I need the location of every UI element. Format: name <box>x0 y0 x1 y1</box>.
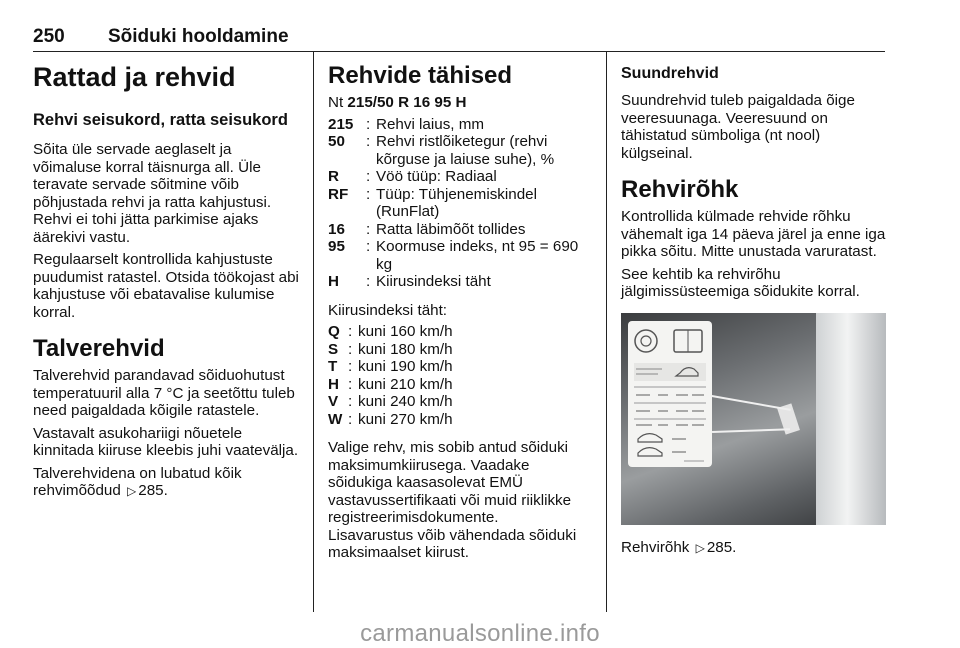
definition-row <box>328 116 593 134</box>
speed-value: kuni 240 km/h <box>358 393 453 410</box>
column-2 <box>328 56 593 567</box>
zoom-line-bottom <box>712 428 790 432</box>
winter-paragraph-2: Vastavalt asukohariigi nõuetele kinnitada kiiruse kleebis juhi vaatevälja. <box>33 424 299 459</box>
definition-row <box>328 186 593 221</box>
definition-separator: : <box>366 133 371 150</box>
definition-row <box>328 221 593 239</box>
example-code: 215/50 R 16 95 H <box>347 94 467 111</box>
speed-value: kuni 210 km/h <box>358 375 453 393</box>
column-divider-2 <box>606 52 607 612</box>
figure-caption <box>621 539 887 558</box>
definition-key: RF <box>328 185 349 203</box>
definition-value: Tüüp: Tühjenemiskindel (RunFlat) <box>376 185 537 220</box>
definition-value: Vöö tüüp: Radiaal <box>376 168 497 185</box>
caption-ref-page[interactable]: 285. <box>706 538 737 556</box>
page-number: 250 <box>33 26 65 47</box>
definition-row <box>328 168 593 186</box>
pressure-paragraph-2: See kehtib ka rehvirõhu jälgimissüsteemiga sõidukite korral. <box>621 265 860 300</box>
definition-value: Rehvi laius, mm <box>376 115 485 133</box>
watermark: carmanualsonline.info <box>360 620 600 647</box>
winter-paragraph-1: Talverehvid parandavad sõiduohutust temperatuuril alla 7 °C ja seetõttu tuleb need paigaldada kõigile ratastele. <box>33 367 295 419</box>
definition-key: H <box>328 273 339 290</box>
tyre-marking-definitions <box>328 116 593 291</box>
speed-key: V <box>328 393 339 410</box>
caption-text: Rehvirõhk <box>621 538 690 556</box>
tyre-condition-paragraph-1: Sõita üle servade aeglaselt ja võimaluse korral täisnurga all. Üle teravate servade sõitmine võib põhjustada rehvi ja ratta kahjustusi. Rehvi ei tohi jätta parkimise ajaks äärekivi vastu. <box>33 141 272 246</box>
column-3 <box>621 56 887 562</box>
speed-value: kuni 180 km/h <box>358 340 453 358</box>
speed-row <box>328 358 593 376</box>
definition-value: Koormuse indeks, nt 95 = 690 kg <box>376 238 579 273</box>
definition-value: Kiirusindeksi täht <box>376 273 491 290</box>
speed-separator: : <box>348 323 353 340</box>
accessory-paragraph: Lisavarustus võib vähendada sõiduki maksimaalset kiirust. <box>328 526 577 561</box>
definition-row <box>328 273 593 291</box>
definition-separator: : <box>366 115 371 133</box>
definition-separator: : <box>366 220 371 238</box>
winter-paragraph-3 <box>33 465 301 501</box>
definition-row <box>328 133 593 168</box>
winter-tyres-heading: Talverehvid <box>33 335 165 362</box>
definition-separator: : <box>366 185 371 203</box>
speed-row <box>328 341 593 359</box>
speed-index-list <box>328 323 593 428</box>
speed-row <box>328 411 593 429</box>
choose-tyre-paragraph: Valige rehv, mis sobib antud sõiduki maksimumkiirusega. Vaadake sõidukiga kaasasolevat EMÜ vastavussertifikaati või muid riiklikke registreerimisdokumente. <box>328 439 572 526</box>
speed-value: kuni 160 km/h <box>358 323 453 340</box>
definition-key: 95 <box>328 238 345 255</box>
winter-ref-page[interactable]: 285. <box>138 482 168 499</box>
tyre-pressure-label-illustration <box>621 313 886 525</box>
header-rule <box>33 51 885 52</box>
definition-value: Rehvi ristlõiketegur (rehvi kõrguse ja laiuse suhe), % <box>376 133 555 168</box>
speed-value: kuni 190 km/h <box>358 358 453 375</box>
tyre-pressure-heading: Rehvirõhk <box>621 176 739 203</box>
speed-separator: : <box>348 393 353 410</box>
definition-key: 16 <box>328 220 345 238</box>
speed-separator: : <box>348 358 353 375</box>
arrow-reference-icon: ▷ <box>127 484 137 498</box>
speed-value: kuni 270 km/h <box>358 410 453 428</box>
door-frame <box>816 313 886 525</box>
tyre-condition-heading: Rehvi seisukord, ratta seisukord <box>33 111 288 129</box>
speed-key: T <box>328 358 338 375</box>
footer <box>0 620 960 647</box>
definition-row <box>328 238 593 273</box>
pressure-paragraph-1: Kontrollida külmade rehvide rõhku vähemalt iga 14 päeva järel ja enne iga pikka sõitu. Mitte unustada varuratast. <box>621 208 886 260</box>
speed-separator: : <box>348 340 353 358</box>
speed-index-intro: Kiirusindeksi täht: <box>328 301 448 319</box>
definition-separator: : <box>366 168 371 185</box>
column-1 <box>33 56 301 506</box>
directional-tyres-heading: Suundrehvid <box>621 65 719 82</box>
directional-paragraph: Suundrehvid tuleb paigaldada õige veeresuunaga. Veeresuund on tähistatud sümboliga (nt nool) külgseinal. <box>621 92 855 162</box>
column-divider-1 <box>313 52 314 612</box>
speed-key: Q <box>328 323 340 340</box>
section-title: Sõiduki hooldamine <box>108 26 289 47</box>
speed-row <box>328 323 593 341</box>
arrow-reference-icon: ▷ <box>695 540 705 555</box>
chapter-title: Rattad ja rehvid <box>33 62 236 92</box>
speed-key: H <box>328 375 339 393</box>
example-prefix: Nt <box>328 94 344 111</box>
speed-row <box>328 376 593 394</box>
speed-row <box>328 393 593 411</box>
zoom-line-top <box>712 395 791 410</box>
speed-separator: : <box>348 410 353 428</box>
sticker-graphic <box>628 321 712 467</box>
definition-separator: : <box>366 273 371 290</box>
tyre-condition-paragraph-2: Regulaarselt kontrollida kahjustuste puudumist ratastel. Otsida töökojast abi kahjustuse või ebatavalise kulumise korral. <box>33 251 299 321</box>
tyre-pressure-sticker <box>628 321 712 467</box>
tyre-markings-heading: Rehvide tähised <box>328 62 513 89</box>
definition-key: R <box>328 168 339 185</box>
definition-key: 50 <box>328 133 345 150</box>
page-header <box>33 22 885 52</box>
tyre-example <box>328 94 593 112</box>
definition-separator: : <box>366 238 371 255</box>
speed-key: W <box>328 410 343 428</box>
winter-paragraph-3-text: Talverehvidena on lubatud kõik rehvimõõdud <box>33 464 242 499</box>
speed-key: S <box>328 340 339 358</box>
speed-separator: : <box>348 375 353 393</box>
definition-value: Ratta läbimõõt tollides <box>376 220 526 238</box>
definition-key: 215 <box>328 115 354 133</box>
